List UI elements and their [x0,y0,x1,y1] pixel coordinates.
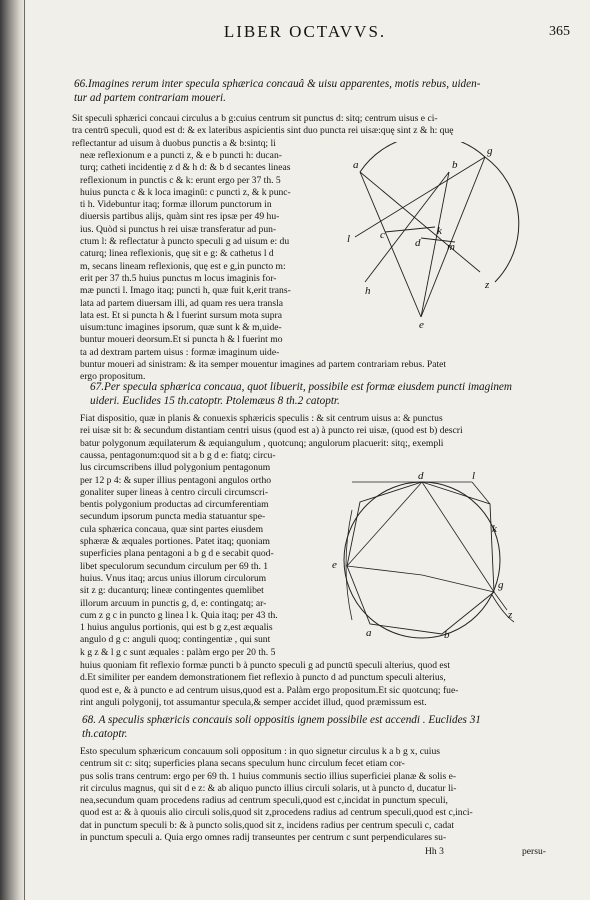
text-line: huius. Vnus itaq; arcus unius illorum circulorum [80,572,267,584]
text-line: erit per 37 th.5 huius punctus m locus imaginis for- [80,272,277,284]
text-line: tra centrū speculi, quod est d: & ex lateribus aspicientis sint duo puncta rei uisæ:quę sint z & h: quę [72,125,454,137]
point-label-a: a [353,159,359,171]
proposition-68-text [80,746,473,844]
figure-polygon-mirrors [322,470,522,640]
text-line: rint anguli polygonij, tot assumantur specula,& semper accidet illud, quod præmissum est. [80,696,427,708]
text-line: k g z & l g c sunt æquales : palàm ergo per 20 th. 5 [80,646,276,658]
circumscribed-circle [344,482,500,638]
text-line: huius quoniam fit reflexio formæ puncti b à puncto speculi g ad punctū speculi alterius, quod est [80,660,451,671]
point-label-m: m [447,241,455,253]
mirror-arc-right [485,157,519,282]
point-label-z: z [485,279,490,291]
text-line: dat in punctum speculi b: & à puncto solis,quod sit z, incidens radius per centrum speculi c, cadat [80,819,455,831]
text-line: m, secans lineam reflexionis, quę est e g,in puncto m: [80,260,286,272]
point-label-l: l [347,233,351,245]
point-label-k: k [492,523,497,535]
text-line: quod est a: & à quouis alio circuli solis,quod sit z,procedens radius ad centrum speculi,quod est c,inci- [80,807,473,819]
point-label-e: e [419,319,424,331]
heading-line: 68. A speculis sphæricis concauis soli oppositis ignem possibile est accendi . Euclides 31 [82,714,481,726]
text-line: neæ reflexionum e a puncti z, & e b puncti h: ducan- [80,150,282,161]
point-label-e: e [332,559,337,571]
point-label-d: d [415,237,421,249]
text-line: in punctum speculi a. Quia ergo omnes radij transeuntes per centrum c sunt perpendiculares su- [80,832,447,844]
text-line: gonaliter super lineas à centro circuli circumscri- [80,486,269,498]
text-line: Esto speculum sphæricum concauum soli oppositum : in quo signetur circulus k a b g x, cuius [80,746,440,757]
figure-2-labels [332,470,513,640]
point-label-h: h [365,285,371,297]
text-line: lata ad partem diuersam illi, ad quam res uera transla [80,297,283,309]
point-label-k: k [437,225,442,237]
point-label-g: g [498,579,504,591]
text-line: lus circumscribens illud polygonium pentagonum [80,462,271,474]
text-line: huius puncta c & k loca imaginū: c puncti z, & k punc- [80,186,291,198]
running-title: LIBER OCTAVVS. [223,22,387,41]
text-line: Sit speculi sphærici concaui circulus a b g:cuius centrum sit punctus d: sitq; centrum uisus e ci- [72,113,438,124]
heading-line: tur ad partem contrariam moueri. [74,92,226,104]
text-line: secundum ipsorum puncta media statuantur spe- [80,511,266,523]
point-label-g: g [487,145,493,157]
point-label-b: b [444,629,450,640]
text-line: reflexionum in punctis c & k: erunt ergo per 37 th. 5 [80,174,281,186]
text-line: ctum l: & reflectatur à puncto speculi g ad uisum e: du [80,236,290,248]
heading-line: 67.Per specula sphærica concaua, quot libuerit, possibile est formæ eiusdem puncti imaginem [90,381,512,393]
text-line: batur polygonum æquilaterum & æquiangulum , quotcunq; angulorum placuerit: sitq;, exempli [80,437,444,449]
gutter-edge [24,0,25,900]
proposition-67-text-full [80,413,463,450]
text-line: nea,secundum quam procedens radius ad centrum speculi,quod est c,incidat in punctum speculi, [80,795,448,807]
text-line: diuersis partibus alijs, quàm sint res ipsæ per 49 hu- [80,211,280,223]
catchword: persu- [522,846,546,857]
mirror-arc-top [360,142,485,172]
text-line: superficies plana pentagoni a b g d e secabit quod- [80,548,274,560]
text-line: libet speculorum secundum circulum per 69 th. 1 [80,560,269,572]
text-line: centrum sit c: sitq; superficies plana secans speculum hunc circulum fecet etiam cor- [80,758,405,770]
text-line: quod est e, & à puncto e ad centrum uisus,quod est a. Palàm ergo propositum.Et sic quotcunq; fue- [80,684,459,696]
text-line: sphæræ & æquales portiones. Patet itaq; quoniam [80,536,270,548]
proposition-67-text-tail [80,660,458,709]
text-line: cum z g c in puncto g linea l k. Quia itaq; per 43 th. [80,609,278,621]
text-line: buntur moueri deorsum.Et si puncta h & l fuerint mo [80,334,283,346]
text-line: rei uisæ sit b: & secundum distantiam centri uisus (quod est a) à puncto rei uisæ, (quod est b) descri [80,425,463,437]
text-line: sit z g: ducanturq; lineæ contingentes quemlibet [80,585,264,597]
heading-line: 66.Imagines rerum inter specula sphærica concauâ & uisu apparentes, motis rebus, uiden- [74,78,481,90]
text-line: angulo d g c: anguli quoq; contingentiæ , qui sunt [80,634,271,646]
text-line: cula sphærica concaua, quæ sint partes eiusdem [80,523,264,535]
point-label-a: a [366,627,372,639]
proposition-67-text-column [80,450,278,659]
text-line: reflectantur ad uisum à duobus punctis a & b:sintq; li [72,137,276,149]
text-line: pus solis trans centrum: ergo per 69 th. 1 huius communis sectio illius superficiei planæ & solis e- [80,770,457,782]
text-line: ius. Quòd si punctus h rei uisæ transferatur ad pun- [80,223,277,235]
heading-line: uideri. Euclides 15 th.catoptr. Ptolemæus 8 th.2 catoptr. [90,395,340,407]
text-line: caturq; linea reflexionis, quę sit e g: & cathetus l d [80,248,274,260]
text-line: lata est. Et si puncta h & l fuerint sursum mota supra [80,309,282,321]
text-line: ergo propositum. [80,371,146,383]
figure-concave-mirror-images [325,142,525,332]
text-line: ta ad dextram partem uisus : formæ imaginum uide- [80,346,280,358]
figure-1-labels [347,145,493,331]
page-header [40,22,570,46]
text-line: uisum:tunc imagines ipsorum, quæ sunt k & m,uide- [80,322,282,334]
text-line: ti h. Videbuntur itaq; formæ illorum punctorum in [80,199,272,211]
text-line: illorum arcuum in punctis g, d, e: contingatq; ar- [80,597,267,609]
point-label-z: z [508,609,513,621]
point-label-b: b [452,159,458,171]
text-line: d.Et similiter per eandem demonstrationem fiet reflexio à puncto d ad punctum speculi alterius, [80,672,446,684]
proposition-68-heading [82,713,481,741]
page-number: 365 [549,24,570,39]
text-line: mæ puncti l. Imago itaq; puncti h, quæ fuit k,erit trans- [80,285,291,297]
text-line: 1 huius angulus portionis, qui est b g z,est æqualis [80,622,273,634]
text-line: bentis polygonium productas ad circumferentiam [80,499,269,511]
binding-gutter [0,0,26,900]
proposition-66-heading [74,77,480,105]
proposition-67-heading [90,380,512,408]
signature-mark: Hh 3 [425,846,444,857]
point-label-d: d [418,470,424,482]
text-line: caussa, pentagonum:quod sit a b g d e: fiatq; circu- [80,450,276,461]
text-line: rit circulus magnus, qui sit d e z: & ab aliquo puncto illius circuli solaris, ut à puncto d, ducatur li- [80,782,457,794]
text-line: buntur moueri ad sinistram: & ita semper mouentur imagines ad partem contrariam rebus. Patet [80,359,447,370]
point-label-l: l [472,470,476,482]
text-line: turq; catheti incidentię z d & h d: & b d secantes lineas [80,162,291,174]
text-line: per 12 p 4: & super illius pentagoni angulos ortho [80,474,272,486]
text-line: Fiat dispositio, quæ in planis & conuexis sphæricis speculis : & sit centrum uisus a: & punctus [80,413,443,424]
heading-line: th.catoptr. [82,728,128,740]
point-label-c: c [380,229,385,241]
proposition-66-text-column [80,150,291,359]
